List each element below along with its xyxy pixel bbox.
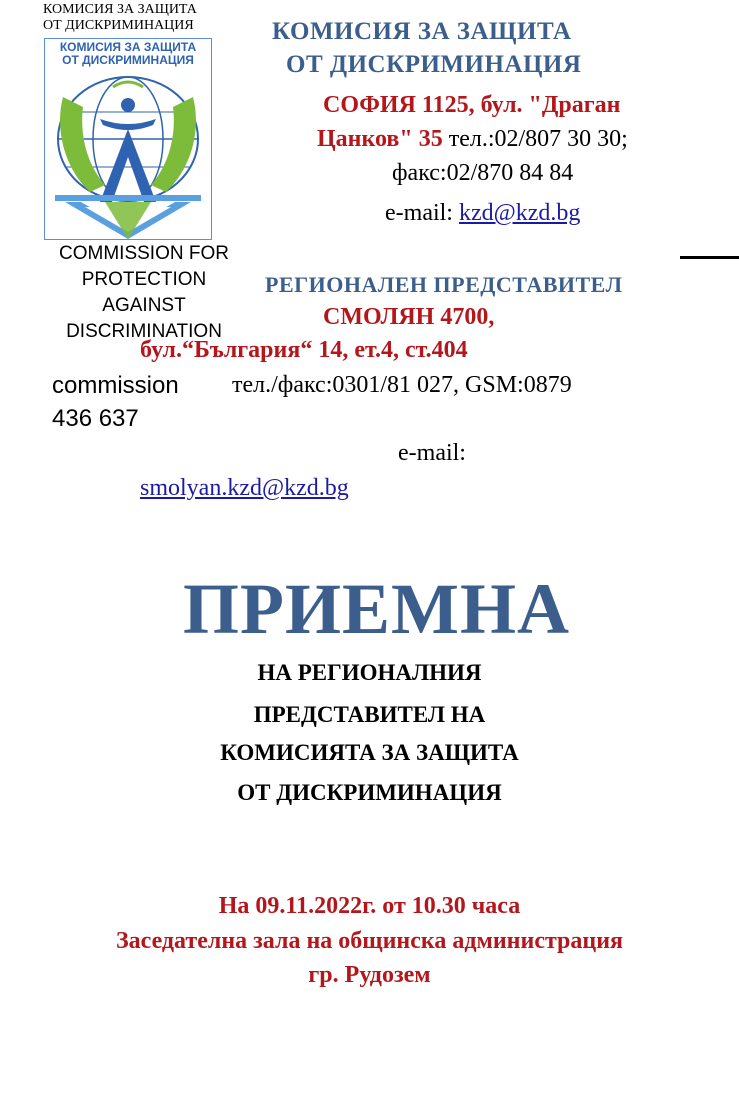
notice-sub-line3: КОМИСИЯТА ЗА ЗАЩИТА <box>220 740 519 765</box>
horizontal-rule <box>680 256 739 259</box>
notice-date-time: На 09.11.2022г. от 10.30 часа <box>218 893 521 919</box>
address-line2 <box>317 126 628 153</box>
logo-en-trailing: commission <box>52 372 179 399</box>
header-title-line1: КОМИСИЯ ЗА ЗАЩИТА <box>272 18 572 45</box>
header-email-link[interactable]: kzd@kzd.bg <box>458 200 581 226</box>
logo-caption-line2: ОТ ДИСКРИМИНАЦИЯ <box>43 18 194 33</box>
logo-emblem-icon <box>45 67 211 239</box>
notice-sub-line2: ПРЕДСТАВИТЕЛ НА <box>253 702 486 727</box>
header-phone: тел.:02/807 30 30; <box>442 126 628 152</box>
notice-venue: Заседателна зала на общинска администрация <box>115 928 624 954</box>
regional-street: бул.“България“ 14, ет.4, ст.404 <box>140 337 468 363</box>
commission-logo <box>44 38 212 240</box>
regional-title: РЕГИОНАЛЕН ПРЕДСТАВИТЕЛ <box>265 272 623 297</box>
notice-heading: ПРИЕМНА <box>183 569 570 649</box>
regional-phone-cont: 436 637 <box>52 405 139 432</box>
header-email-row <box>385 200 580 227</box>
logo-en-line4: DISCRIMINATION <box>66 321 222 342</box>
notice-sub-line1: НА РЕГИОНАЛНИЯ <box>257 660 482 685</box>
address-street: Цанков" 35 <box>317 126 443 152</box>
regional-email-label: e-mail: <box>398 440 466 466</box>
header-title-line2: ОТ ДИСКРИМИНАЦИЯ <box>286 51 582 78</box>
address-line1: СОФИЯ 1125, бул. "Драган <box>323 92 621 118</box>
notice-town: гр. Рудозем <box>308 962 431 988</box>
header-email-label: e-mail: <box>385 200 459 226</box>
logo-name-line1: КОМИСИЯ ЗА ЗАЩИТА <box>59 40 197 54</box>
header-fax: факс:02/870 84 84 <box>392 160 574 186</box>
logo-en-line3: AGAINST <box>102 295 186 316</box>
logo-en-line1: COMMISSION FOR <box>59 243 229 264</box>
regional-city: СМОЛЯН 4700, <box>323 304 495 330</box>
logo-name-line2: ОТ ДИСКРИМИНАЦИЯ <box>62 53 194 67</box>
logo-en-line2: PROTECTION <box>81 269 207 290</box>
regional-email-link[interactable]: smolyan.kzd@kzd.bg <box>140 475 349 501</box>
logo-caption-line1: КОМИСИЯ ЗА ЗАЩИТА <box>43 2 197 17</box>
notice-sub-line4: ОТ ДИСКРИМИНАЦИЯ <box>237 780 502 805</box>
regional-phone: тел./факс:0301/81 027, GSM:0879 <box>232 372 572 398</box>
